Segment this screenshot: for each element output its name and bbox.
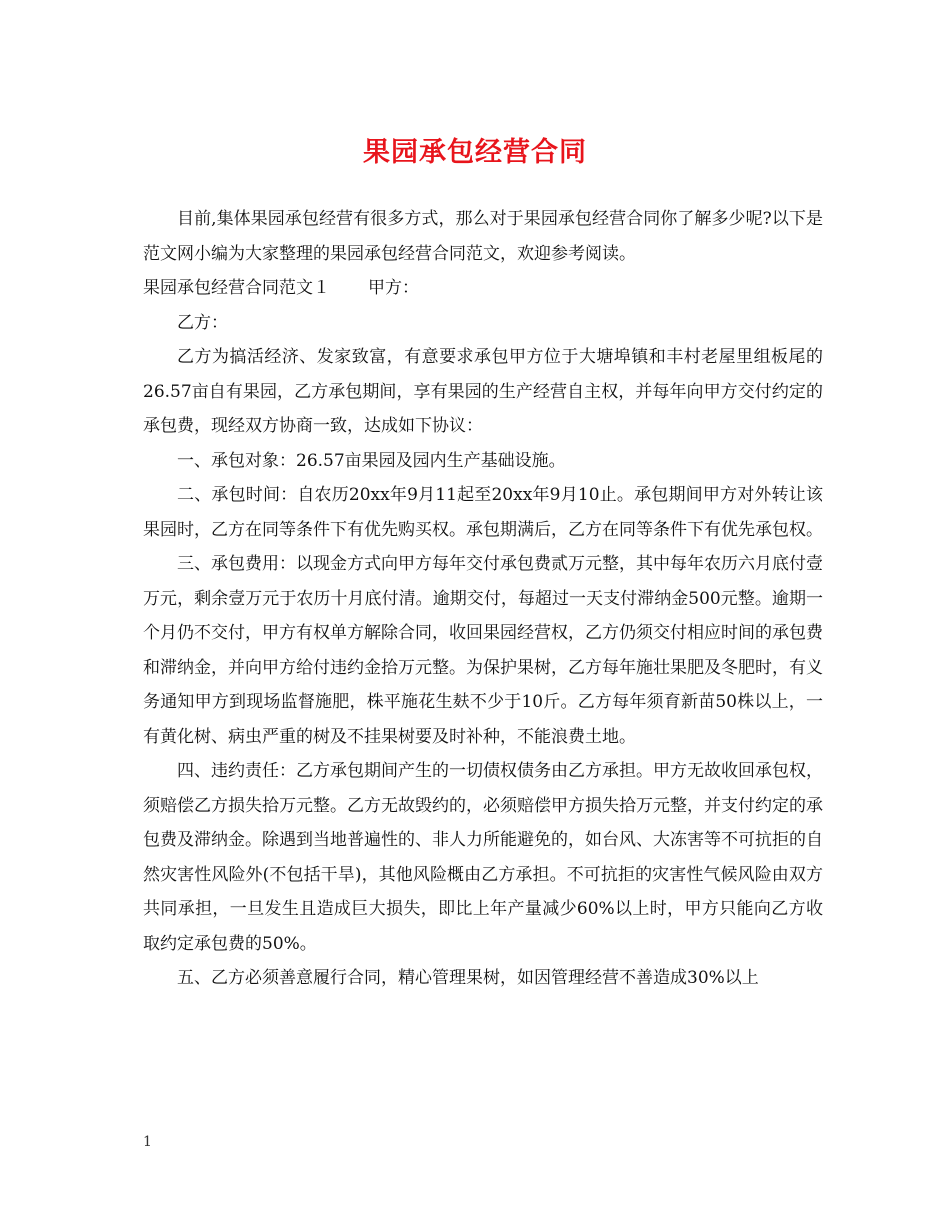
page-number: 1 (143, 1134, 152, 1150)
preamble-paragraph: 乙方为搞活经济、发家致富，有意要求承包甲方位于大塘埠镇和丰村老屋里组板尾的26.57亩自有果园，乙方承包期间，享有果园的生产经营自主权，并每年向甲方交付约定的承包费，现经双方协商一致，达成如下协议： (143, 347, 823, 436)
clause-5: 五、乙方必须善意履行合同，精心管理果树，如因管理经营不善造成30%以上 (177, 968, 759, 988)
party-a-label: 甲方： (368, 278, 419, 298)
clause-4: 四、违约责任：乙方承包期间产生的一切债权债务由乙方承担。甲方无故收回承包权，须赔偿乙方损失拾万元整。乙方无故毁约的，必须赔偿甲方损失拾万元整，并支付约定的承包费及滞纳金。除遇到当地普遍性的、非人力所能避免的，如台风、大冻害等不可抗拒的自然灾害性风险外(不包括干旱)，其他风险概由乙方承担。不可抗拒的灾害性气候风险由双方共同承担，一旦发生且造成巨大损失，即比上年产量减少60%以上时，甲方只能向乙方收取约定承包费的50%。 (143, 761, 823, 954)
clause-2: 二、承包时间：自农历20xx年9月11起至20xx年9月10止。承包期间甲方对外转让该果园时，乙方在同等条件下有优先购买权。承包期满后，乙方在同等条件下有优先承包权。 (143, 485, 823, 540)
sample-heading-line (143, 271, 823, 306)
document-body (143, 202, 823, 996)
intro-paragraph: 目前,集体果园承包经营有很多方式，那么对于果园承包经营合同你了解多少呢?以下是范文网小编为大家整理的果园承包经营合同范文，欢迎参考阅读。 (143, 209, 823, 264)
sample-heading: 果园承包经营合同范文１ (143, 278, 330, 298)
document-title: 果园承包经营合同 (363, 137, 587, 168)
party-b-label: 乙方： (177, 312, 228, 333)
clause-1: 一、承包对象：26.57亩果园及园内生产基础设施。 (177, 450, 566, 471)
clause-3: 三、承包费用：以现金方式向甲方每年交付承包费贰万元整，其中每年农历六月底付壹万元，剩余壹万元于农历十月底付清。逾期交付，每超过一天支付滞纳金500元整。逾期一个月仍不交付，甲方有权单方解除合同，收回果园经营权，乙方仍须交付相应时间的承包费和滞纳金，并向甲方给付违约金拾万元整。为保护果树，乙方每年施壮果肥及冬肥时，有义务通知甲方到现场监督施肥，株平施花生麸不少于10斤。乙方每年须育新苗50株以上，一有黄化树、病虫严重的树及不挂果树要及时补种，不能浪费土地。 (143, 554, 823, 747)
